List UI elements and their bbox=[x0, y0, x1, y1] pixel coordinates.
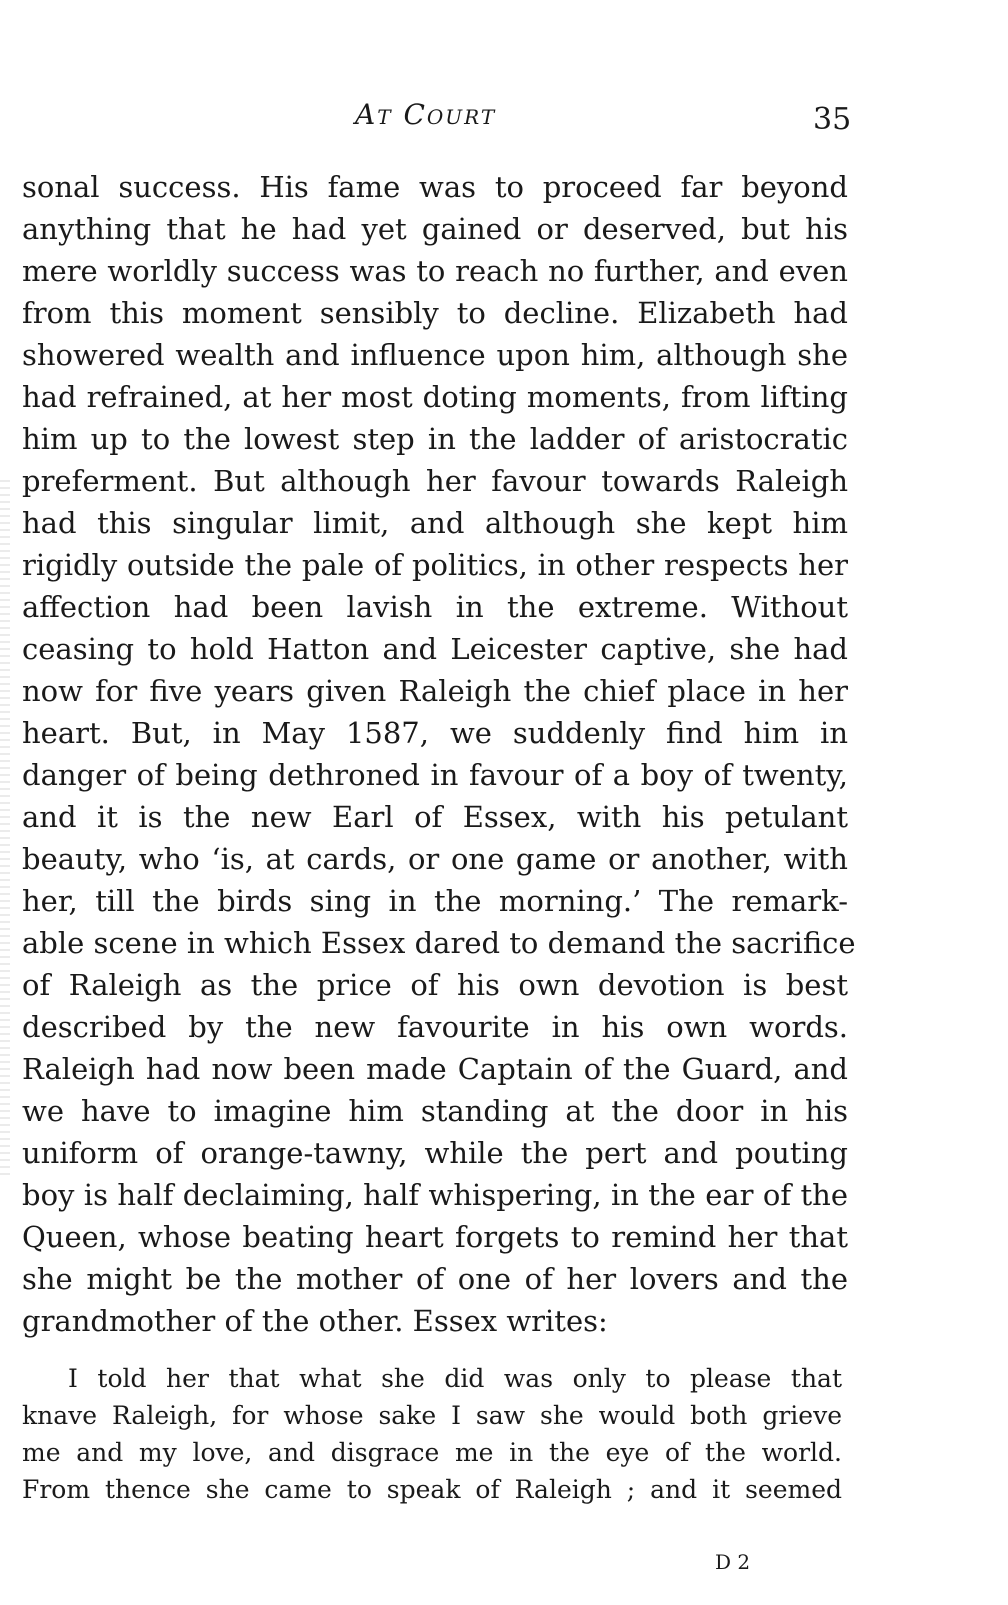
body-line: preferment. But although her favour towards Raleigh bbox=[22, 464, 848, 498]
body-line: Raleigh had now been made Captain of the Guard, and bbox=[22, 1052, 848, 1086]
body-line: affection had been lavish in the extreme. Without bbox=[22, 590, 848, 624]
body-line: her, till the birds sing in the morning.’ The remark- bbox=[22, 884, 848, 918]
signature-mark: D 2 bbox=[715, 1550, 751, 1574]
body-line: had this singular limit, and although she kept him bbox=[22, 506, 848, 540]
body-line: Queen, whose beating heart forgets to remind her that bbox=[22, 1220, 848, 1254]
body-line: ceasing to hold Hatton and Leicester captive, she had bbox=[22, 632, 848, 666]
quote-line: me and my love, and disgrace me in the eye of the world. bbox=[22, 1438, 842, 1467]
body-line: described by the new favourite in his own words. bbox=[22, 1010, 848, 1044]
body-line: now for five years given Raleigh the chief place in her bbox=[22, 674, 848, 708]
body-line: able scene in which Essex dared to demand the sacrifice bbox=[22, 926, 856, 960]
body-line: boy is half declaiming, half whispering, in the ear of the bbox=[22, 1178, 848, 1212]
body-line: of Raleigh as the price of his own devotion is best bbox=[22, 968, 848, 1002]
body-line: beauty, who ‘is, at cards, or one game or another, with bbox=[22, 842, 848, 876]
body-line: mere worldly success was to reach no further, and even bbox=[22, 254, 848, 288]
body-line: and it is the new Earl of Essex, with his petulant bbox=[22, 800, 848, 834]
body-line: anything that he had yet gained or deserved, but his bbox=[22, 212, 848, 246]
body-line: sonal success. His fame was to proceed far beyond bbox=[22, 170, 848, 204]
body-line: him up to the lowest step in the ladder of aristocratic bbox=[22, 422, 848, 456]
body-line: rigidly outside the pale of politics, in other respects her bbox=[22, 548, 848, 582]
body-line: heart. But, in May 1587, we suddenly find him in bbox=[22, 716, 848, 750]
body-paragraph bbox=[22, 166, 856, 1342]
body-line: showered wealth and influence upon him, although she bbox=[22, 338, 848, 372]
body-line: from this moment sensibly to decline. Elizabeth had bbox=[22, 296, 848, 330]
body-line: she might be the mother of one of her lovers and the bbox=[22, 1262, 848, 1296]
page-number: 35 bbox=[813, 102, 852, 137]
body-line: grandmother of the other. Essex writes: bbox=[22, 1304, 608, 1338]
body-line: uniform of orange-tawny, while the pert and pouting bbox=[22, 1136, 848, 1170]
block-quote bbox=[22, 1360, 842, 1508]
body-line: danger of being dethroned in favour of a boy of twenty, bbox=[22, 758, 848, 792]
quote-line: I told her that what she did was only to please that bbox=[68, 1364, 842, 1393]
quote-line: From thence she came to speak of Raleigh ; and it seemed bbox=[22, 1475, 842, 1504]
body-line: we have to imagine him standing at the door in his bbox=[22, 1094, 848, 1128]
running-head bbox=[0, 98, 1008, 138]
binding-edge bbox=[0, 480, 10, 1180]
body-line: had refrained, at her most doting moments, from lifting bbox=[22, 380, 848, 414]
quote-line: knave Raleigh, for whose sake I saw she would both grieve bbox=[22, 1401, 842, 1430]
running-head-title: At Court bbox=[355, 98, 497, 131]
